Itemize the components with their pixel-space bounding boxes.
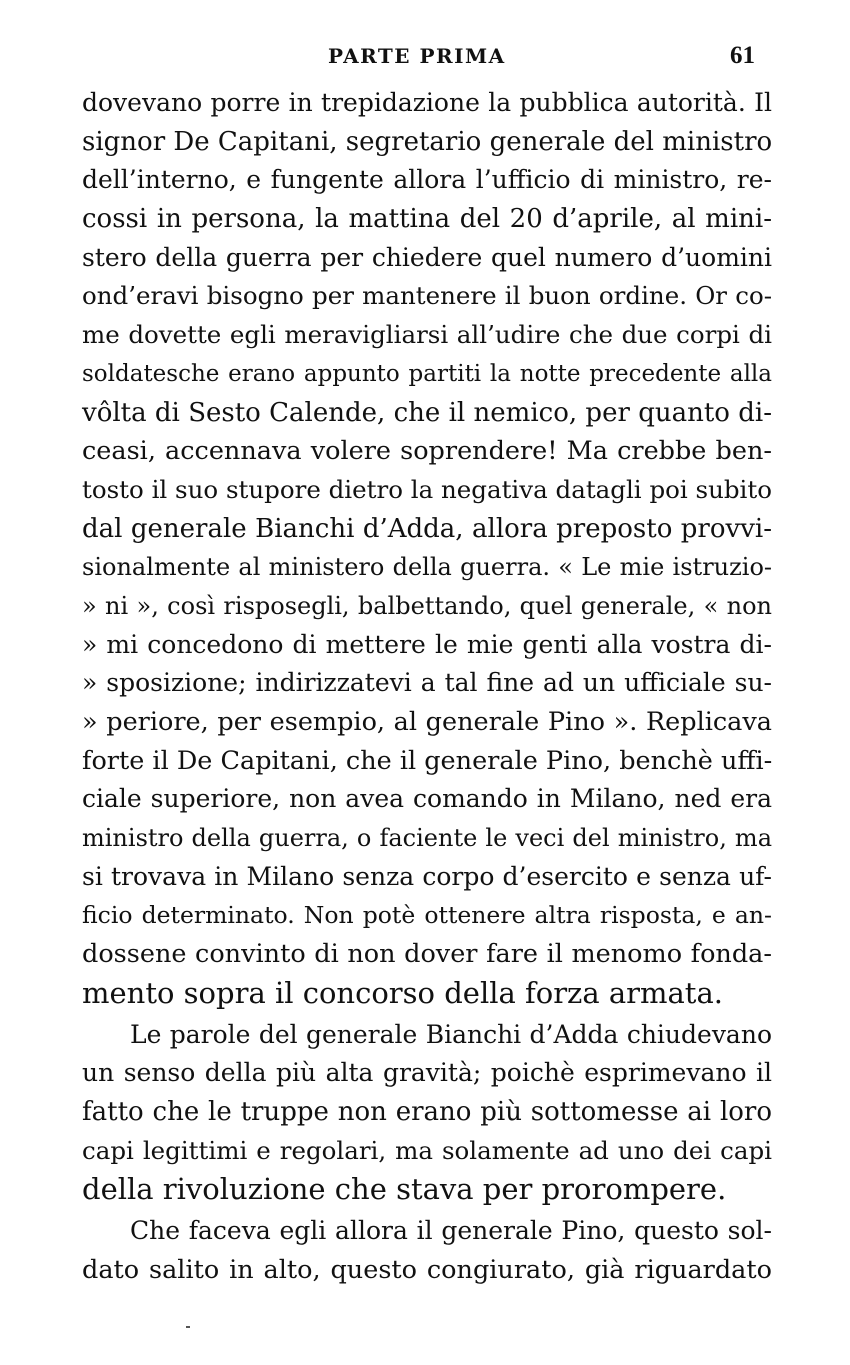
paragraph-2	[82, 1016, 772, 1209]
text-line: » ni », così risposegli, balbettando, quel generale, « non	[82, 591, 772, 620]
text-line: stero della guerra per chiedere quel numero d’uomini	[82, 242, 772, 272]
text-line: un senso della più alta gravità; poichè esprimevano il	[82, 1058, 772, 1088]
text-line: ministro della guerra, o faciente le veci del ministro, ma	[82, 824, 772, 853]
text-line: ficio determinato. Non potè ottenere altra risposta, e an-	[82, 901, 772, 930]
text-line: fatto che le truppe non erano più sottomesse ai loro	[82, 1096, 772, 1127]
text-line: della rivoluzione che stava per prorompere.	[82, 1172, 727, 1207]
text-line: » sposizione; indirizzatevi a tal fine ad un ufficiale su-	[82, 668, 772, 698]
text-line: ciale superiore, non avea comando in Milano, ned era	[82, 784, 772, 814]
text-line: mento sopra il concorso della forza armata.	[82, 975, 723, 1010]
text-line: dato salito in alto, questo congiurato, già riguardato	[82, 1254, 772, 1285]
text-line: si trovava in Milano senza corpo d’esercito e senza uf-	[82, 861, 772, 891]
text-line: dovevano porre in trepidazione la pubblica autorità. Il	[82, 88, 772, 117]
text-line: ceasi, accennava volere soprendere! Ma crebbe ben-	[82, 436, 772, 467]
text-line: dal generale Bianchi d’Adda, allora preposto provvi-	[82, 513, 772, 544]
text-line: tosto il suo stupore dietro la negativa datagli poi subito	[82, 474, 772, 504]
text-line: dossene convinto di non dover fare il menomo fonda-	[82, 939, 772, 970]
text-line: » periore, per esempio, al generale Pino ». Replicava	[82, 707, 772, 737]
text-line: vôlta di Sesto Calende, che il nemico, per quanto di-	[82, 397, 772, 428]
text-line: signor De Capitani, segretario generale del ministro	[82, 126, 773, 157]
text-line: soldatesche erano appunto partiti la notte precedente alla	[82, 360, 772, 387]
text-line: capi legittimi e regolari, ma solamente ad uno dei capi	[82, 1135, 772, 1165]
body-text	[82, 84, 772, 1289]
text-line: sionalmente al ministero della guerra. « Le mie istruzio-	[82, 553, 772, 582]
paragraph-3	[82, 1212, 772, 1289]
page-number: 61	[730, 42, 755, 69]
text-line: me dovette egli meravigliarsi all’udire che due corpi di	[82, 320, 772, 350]
running-header	[0, 38, 850, 78]
paragraph-1	[82, 84, 772, 1013]
text-line: forte il De Capitani, che il generale Pino, benchè uffi-	[82, 745, 773, 776]
running-title: PARTE PRIMA	[328, 44, 506, 68]
text-line: Che faceva egli allora il generale Pino, questo sol-	[130, 1215, 772, 1245]
text-line: Le parole del generale Bianchi d’Adda chiudevano	[130, 1019, 772, 1049]
text-line: dell’interno, e fungente allora l’ufficio di ministro, re-	[82, 165, 772, 195]
stray-ink-mark	[186, 1326, 190, 1328]
text-line: » mi concedono di mettere le mie genti alla vostra di-	[82, 629, 772, 659]
text-line: cossi in persona, la mattina del 20 d’aprile, al mini-	[82, 204, 772, 235]
text-line: ond’eravi bisogno per mantenere il buon ordine. Or co-	[82, 281, 772, 311]
